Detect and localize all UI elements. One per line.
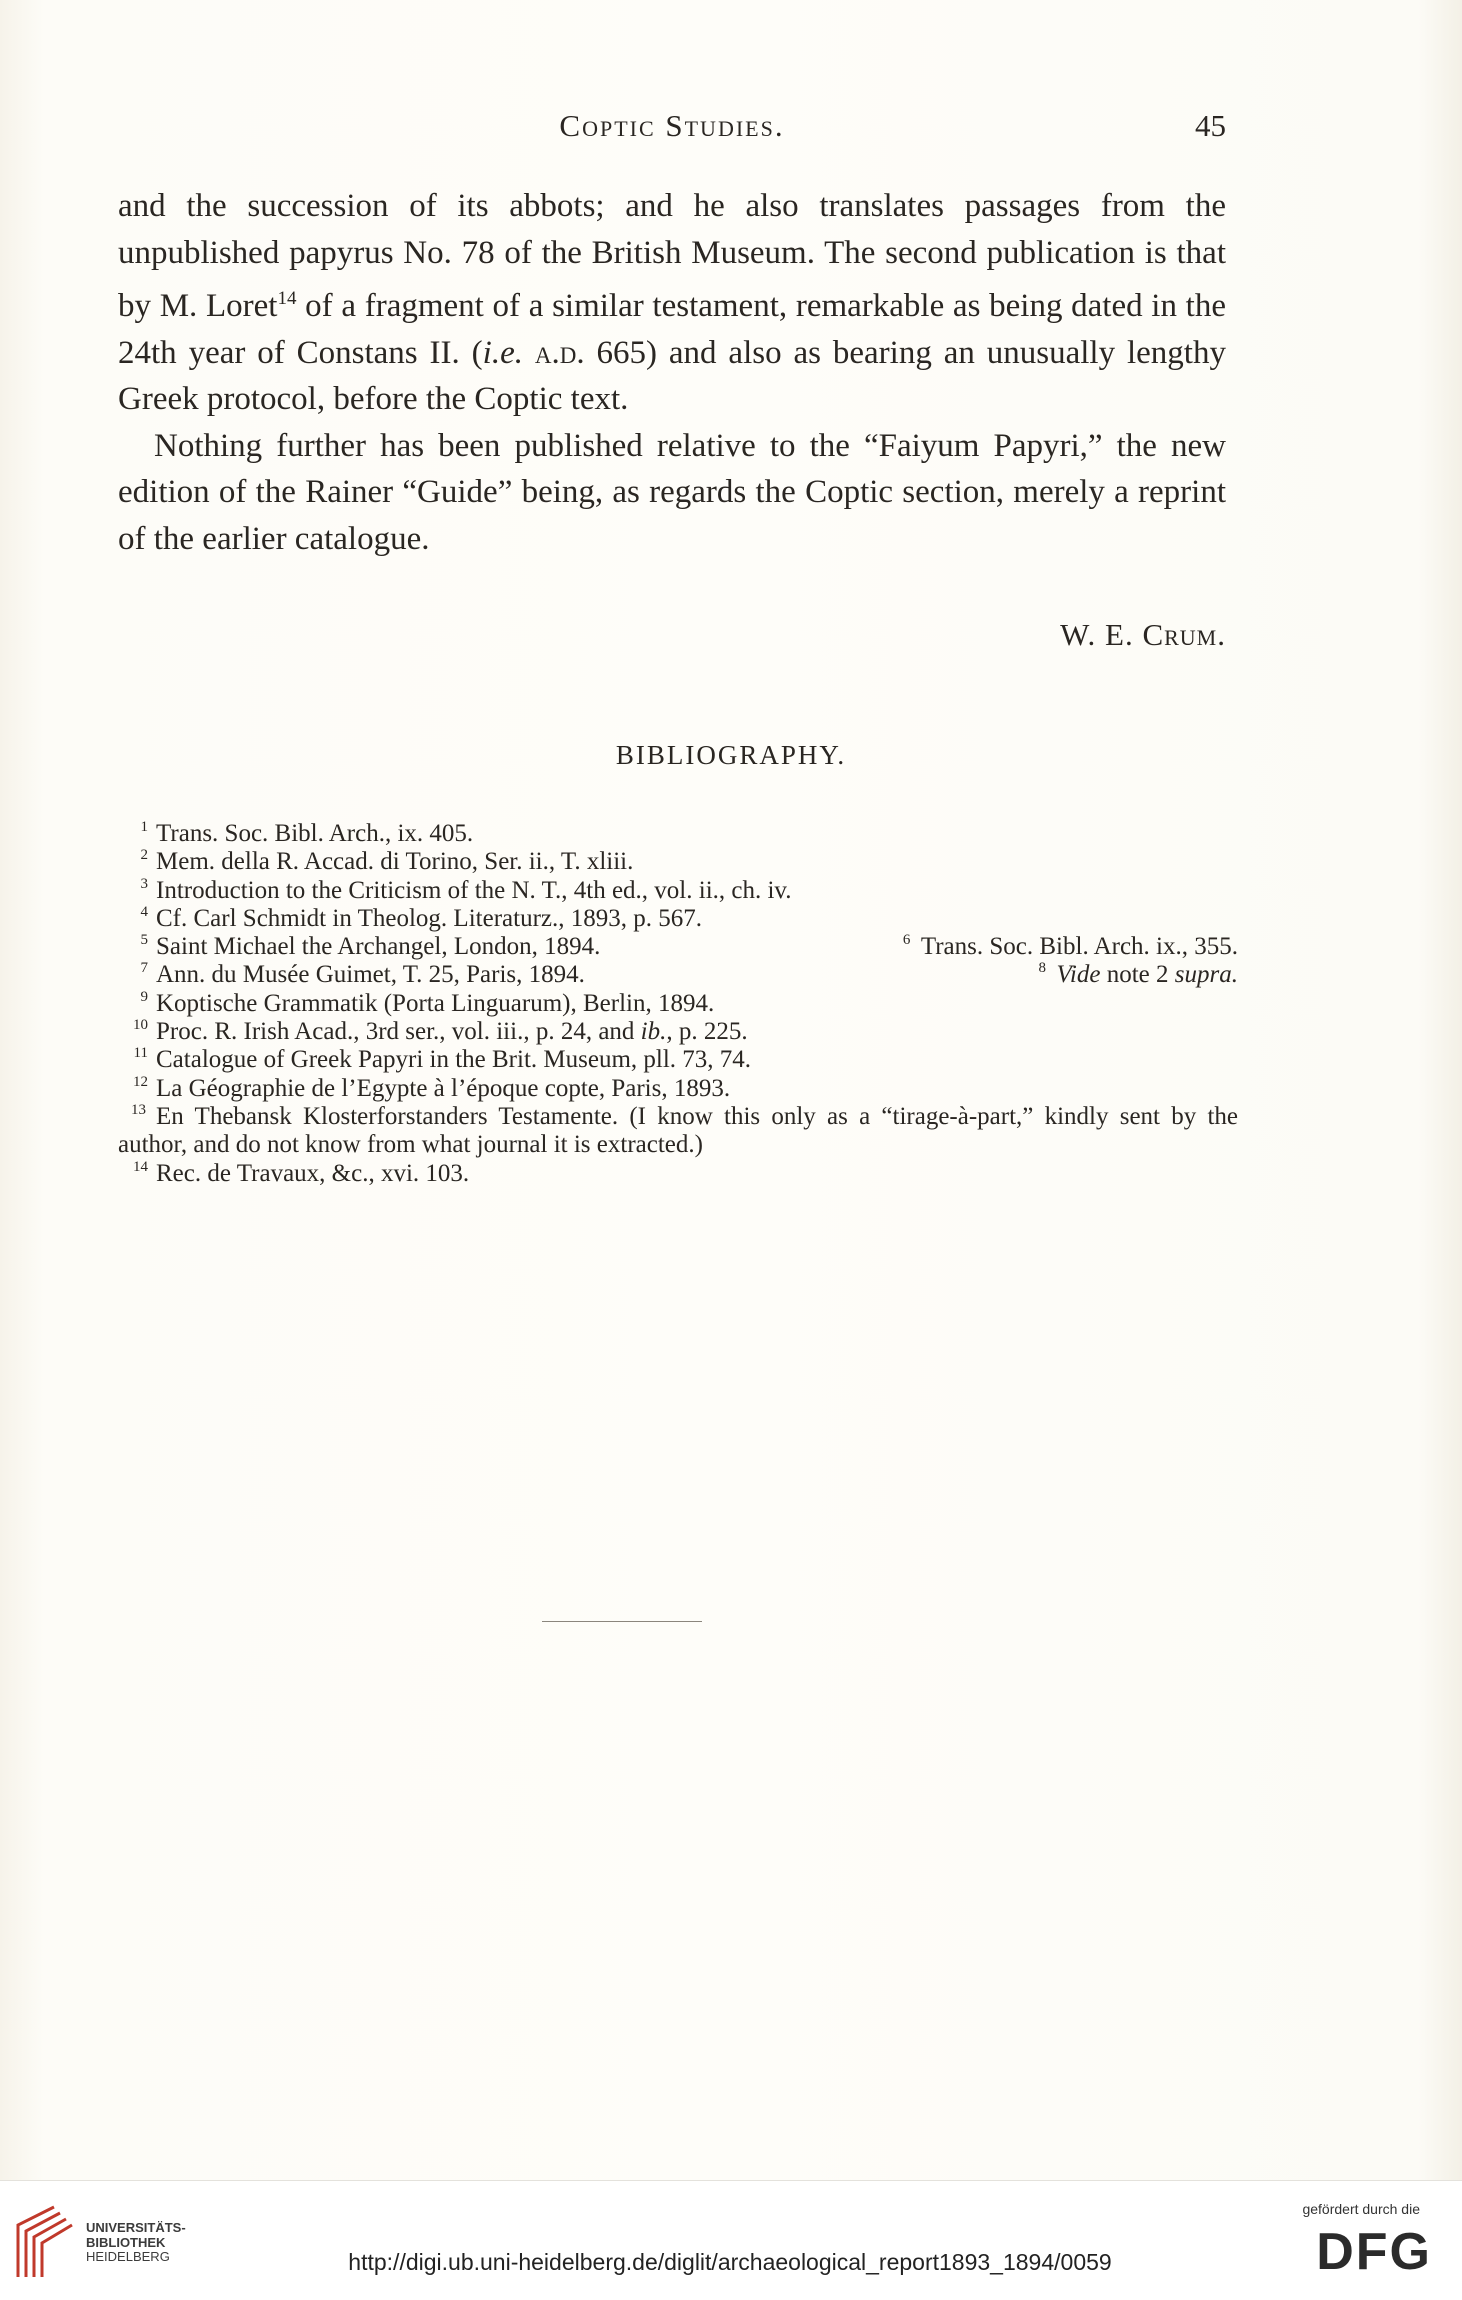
note-10: 10 Proc. R. Irish Acad., 3rd ser., vol. iii., p. 24, and ib., p. 225. <box>133 1017 748 1046</box>
note-6: 6 Trans. Soc. Bibl. Arch. ix., 355. <box>902 932 1238 961</box>
source-url-link[interactable]: http://digi.ub.uni-heidelberg.de/diglit/archaeological_report1893_1894/0059 <box>348 2249 1112 2275</box>
note-2: 2 Mem. della R. Accad. di Torino, Ser. ii., T. xliii. <box>140 847 634 876</box>
footer-band <box>0 2180 1462 2300</box>
bibliography-notes <box>118 820 1238 1188</box>
university-library-logo-icon <box>14 2203 78 2279</box>
running-title: Coptic Studies. <box>559 108 785 143</box>
note-5: 5 Saint Michael the Archangel, London, 1894. 6 Trans. Soc. Bibl. Arch. ix., 355. <box>140 932 1238 961</box>
bibliography-heading: BIBLIOGRAPHY. <box>615 740 847 770</box>
dfg-logo: DFG <box>1316 2223 1432 2281</box>
running-head <box>118 108 1226 152</box>
paragraph-2: Nothing further has been published relative to the “Faiyum Papyri,” the new edition of the Rainer “Guide” being, as regards the Coptic section, merely a reprint of the earlier catalogue. <box>118 427 1226 557</box>
end-rule <box>542 1621 702 1622</box>
note-11: 11 Catalogue of Greek Papyri in the Brit. Museum, pll. 73, 74. <box>133 1045 752 1074</box>
body-text <box>118 183 1226 562</box>
footnote-ref-14: 14 <box>277 288 297 309</box>
paragraph-1: and the succession of its abbots; and he also translates passages from the unpublished papyrus No. 78 of the British Museum. The second publication is that by M. Loret$^{14}$ of a fragment of a similar testament, remarkable as being dated in the 24th year of Constans II. (i.e. a.d. 665) and also as bearing an unusually lengthy Greek protocol, before the Coptic text. <box>118 188 1226 417</box>
note-7: 7 Ann. du Musée Guimet, T. 25, Paris, 1894. 8 Vide note 2 supra. <box>140 960 1238 989</box>
note-4: 4 Cf. Carl Schmidt in Theolog. Literaturz., 1893, p. 567. <box>140 903 702 932</box>
note-13: 13 En Thebansk Klosterforstanders Testamente. (I know this only as a “tirage-à-part,” kindly sent by the author, and do not know from what journal it is extracted.) <box>118 1101 1238 1159</box>
library-name: UNIVERSITÄTS- BIBLIOTHEK HEIDELBERG <box>86 2220 186 2264</box>
note-3: 3 Introduction to the Criticism of the N. T., 4th ed., vol. ii., ch. iv. <box>140 875 792 904</box>
note-8: 8 Vide note 2 supra. <box>1038 960 1238 989</box>
note-1: 1 Trans. Soc. Bibl. Arch., ix. 405. <box>140 819 474 847</box>
funded-by-label: gefördert durch die <box>1302 2201 1420 2217</box>
note-14: 14 Rec. de Travaux, &c., xvi. 103. <box>133 1158 470 1187</box>
note-9: 9 Koptische Grammatik (Porta Linguarum), Berlin, 1894. <box>140 988 715 1017</box>
page-number: 45 <box>1195 108 1226 143</box>
note-12: 12 La Géographie de l’Egypte à l’époque copte, Paris, 1893. <box>133 1073 731 1102</box>
author-signature: W. E. Crum. <box>1060 617 1226 652</box>
